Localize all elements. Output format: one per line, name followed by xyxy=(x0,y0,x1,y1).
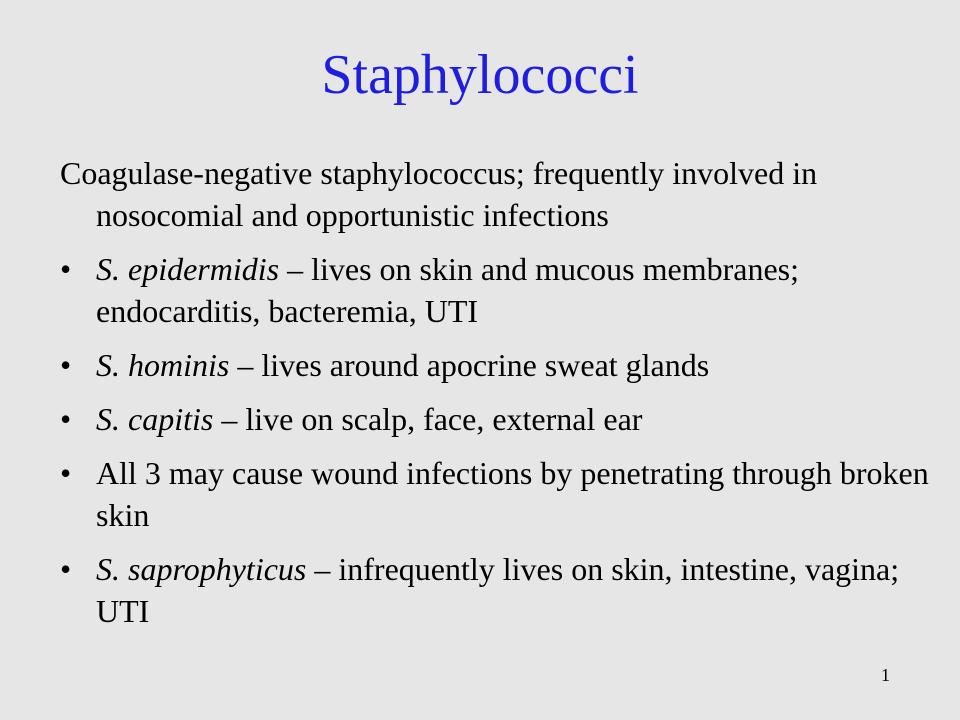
intro-paragraph: Coagulase-negative staphylococcus; frequently involved in nosocomial and opportunistic infections xyxy=(60,155,818,233)
bullet-text: – lives around apocrine sweat glands xyxy=(229,347,710,383)
slide-body xyxy=(60,152,930,644)
bullet-item xyxy=(60,398,930,440)
bullet-icon: • xyxy=(60,455,72,491)
slide-title: Staphylococci xyxy=(321,44,639,106)
bullet-icon: • xyxy=(60,401,72,437)
bullet-text: – live on scalp, face, external ear xyxy=(213,401,643,437)
bullet-icon: • xyxy=(60,551,72,587)
bullet-list xyxy=(60,248,930,632)
bullet-icon: • xyxy=(60,251,72,287)
species-name: S. hominis xyxy=(96,347,230,383)
bullet-icon: • xyxy=(60,347,72,383)
bullet-item xyxy=(60,344,930,386)
bullet-item xyxy=(60,452,930,536)
bullet-text: – infrequently lives on skin, intestine, vagina; UTI xyxy=(96,551,900,629)
bullet-text: All 3 may cause wound infections by penetrating through broken skin xyxy=(96,455,929,533)
bullet-item xyxy=(60,248,930,332)
bullet-text: – lives on skin and mucous membranes; endocarditis, bacteremia, UTI xyxy=(96,251,800,329)
species-name: S. saprophyticus xyxy=(96,551,307,587)
bullet-item xyxy=(60,548,930,632)
page-number: 1 xyxy=(881,665,890,685)
species-name: S. capitis xyxy=(96,401,214,437)
species-name: S. epidermidis xyxy=(96,251,280,287)
